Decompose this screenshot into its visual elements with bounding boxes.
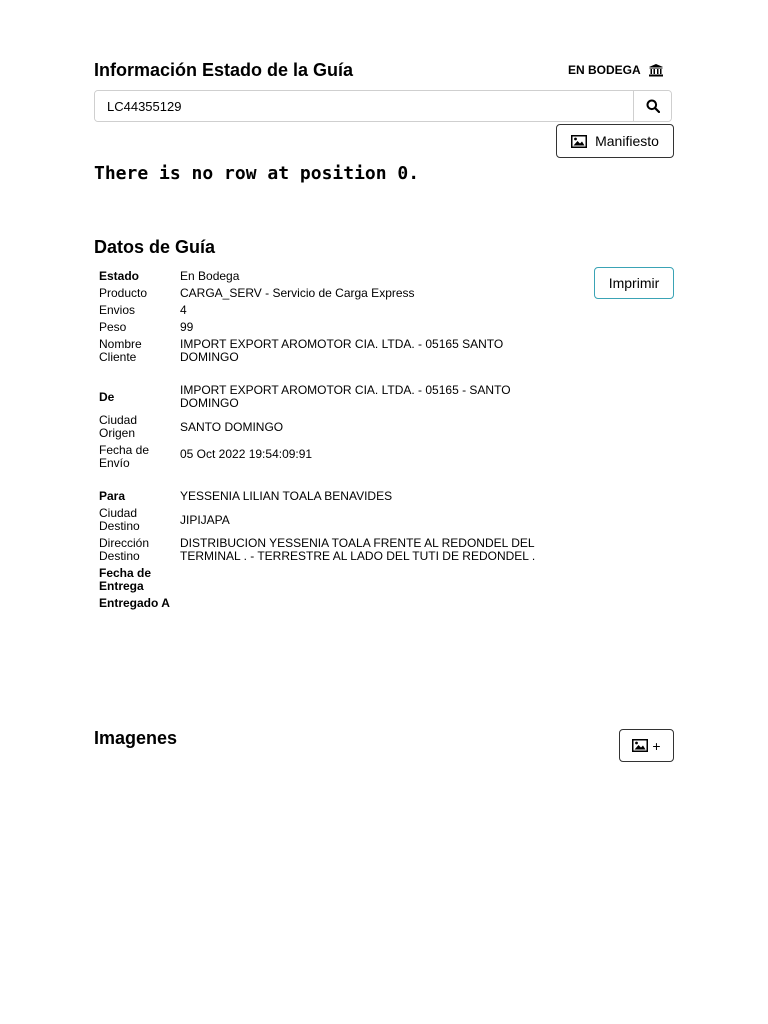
field-value: YESSENIA LILIAN TOALA BENAVIDES <box>180 489 393 503</box>
field-label: Dirección Destino <box>99 536 150 563</box>
error-message: There is no row at position 0. <box>94 163 420 184</box>
field-label: Entregado A <box>99 596 170 610</box>
field-label: Ciudad Destino <box>99 506 140 533</box>
guide-number-input[interactable] <box>95 91 633 121</box>
search-icon <box>646 99 660 113</box>
imagenes-section-title: Imagenes <box>94 728 178 748</box>
page-title: Información Estado de la Guía <box>94 60 354 80</box>
print-label: Imprimir <box>608 275 660 291</box>
field-value: 4 <box>180 303 187 317</box>
field-value: JIPIJAPA <box>180 512 230 527</box>
field-label: Estado <box>99 269 140 283</box>
search-bar <box>94 90 672 122</box>
field-label: De <box>99 389 115 404</box>
field-value: IMPORT EXPORT AROMOTOR CIA. LTDA. - 05165 - SANTO DOMINGO <box>180 383 511 410</box>
row-producto <box>94 285 564 302</box>
row-ciudad-destino <box>94 505 564 535</box>
field-value: 99 <box>180 320 194 334</box>
add-image-label: + <box>652 737 661 754</box>
row-ciudad-origen <box>94 412 564 442</box>
field-label: Nombre Cliente <box>99 337 142 364</box>
field-value: SANTO DOMINGO <box>180 419 284 434</box>
field-value: 05 Oct 2022 19:54:09:91 <box>180 447 313 461</box>
row-estado <box>94 268 564 285</box>
row-fecha-envio <box>94 442 564 488</box>
field-label: Producto <box>99 286 148 300</box>
row-nombre-cliente <box>94 336 564 382</box>
print-button[interactable] <box>594 267 674 299</box>
add-image-button[interactable] <box>619 729 674 762</box>
row-de <box>94 382 564 412</box>
row-direccion-destino <box>94 535 564 565</box>
field-value: DISTRIBUCION YESSENIA TOALA FRENTE AL REDONDEL DEL TERMINAL . - TERRESTRE AL LADO DEL TUTI DE REDONDEL . <box>180 536 536 563</box>
row-para <box>94 488 564 505</box>
manifest-label: Manifiesto <box>595 133 659 149</box>
bank-icon <box>649 64 663 77</box>
row-envios <box>94 302 564 319</box>
field-value: IMPORT EXPORT AROMOTOR CIA. LTDA. - 05165 SANTO DOMINGO <box>180 337 504 364</box>
field-label: Fecha de Envío <box>99 443 150 470</box>
field-value <box>175 595 564 612</box>
field-value <box>175 565 564 595</box>
field-label: Envios <box>99 303 136 317</box>
search-button[interactable] <box>633 91 671 121</box>
field-label: Fecha de Entrega <box>99 566 152 593</box>
row-fecha-entrega <box>94 565 564 595</box>
field-value: CARGA_SERV - Servicio de Carga Express <box>180 286 415 300</box>
row-peso <box>94 319 564 336</box>
image-icon <box>632 739 648 752</box>
image-icon <box>571 135 587 148</box>
status-indicator <box>568 63 663 77</box>
field-value: En Bodega <box>180 269 240 283</box>
datos-section-title: Datos de Guía <box>94 237 216 257</box>
manifest-button[interactable] <box>556 124 674 158</box>
row-entregado-a <box>94 595 564 612</box>
field-label: Peso <box>99 320 127 334</box>
field-label: Para <box>99 489 126 503</box>
guide-data-table <box>94 268 564 612</box>
field-label: Ciudad Origen <box>99 413 138 440</box>
status-label: EN BODEGA <box>568 63 641 77</box>
